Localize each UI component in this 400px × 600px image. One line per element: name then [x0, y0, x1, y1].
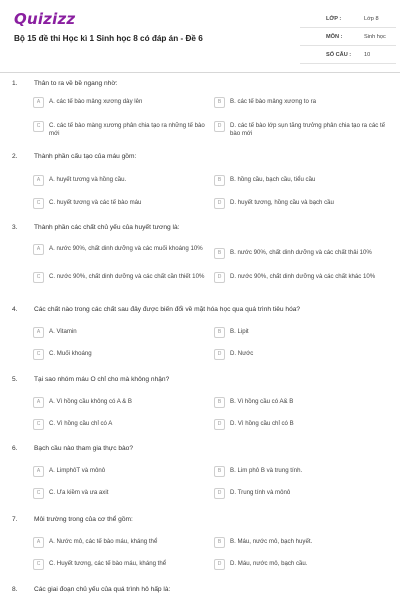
option-text: B. Lipit [230, 328, 249, 335]
option-letter-badge: D [214, 488, 225, 499]
option-text: C. nước 90%, chất dinh dưỡng và các chất cần thiết 10% [49, 273, 205, 280]
question-text: Thân to ra về bề ngang nhờ: [34, 80, 118, 87]
option-letter-badge: C [33, 349, 44, 360]
option-d[interactable] [214, 198, 392, 209]
option-letter-badge: C [33, 198, 44, 209]
option-letter-badge: C [33, 419, 44, 430]
option-text: D. các tế bào lớp sụn tăng trưởng phân chia tạo ra các tế bào mới [230, 122, 386, 137]
question-text: Bạch cầu nào tham gia thực bào? [34, 445, 133, 452]
question-number: 3. [12, 224, 18, 231]
option-letter-badge: A [33, 327, 44, 338]
option-text: D. Trung tính và mônô [230, 489, 291, 496]
option-b[interactable] [214, 466, 392, 477]
option-letter-badge: D [214, 349, 225, 360]
option-b[interactable] [214, 175, 392, 186]
option-b[interactable] [214, 327, 392, 338]
option-d[interactable] [214, 121, 392, 137]
question-number: 4. [12, 306, 18, 313]
worksheet-header [0, 0, 400, 72]
question-text: Môi trường trong của cơ thể gồm: [34, 516, 133, 523]
option-letter-badge: D [214, 272, 225, 283]
option-b[interactable] [214, 97, 392, 108]
document-title: Bộ 15 đề thi Học kì 1 Sinh học 8 có đáp án - Đề 6 [14, 34, 203, 43]
option-c[interactable] [33, 272, 211, 283]
meta-value: Lớp 8 [364, 15, 379, 22]
option-text: C. các tế bào màng xương phân chia tạo ra những tế bào mới [49, 122, 205, 137]
option-letter-badge: D [214, 559, 225, 570]
option-c[interactable] [33, 488, 211, 499]
quizizz-logo: Quizizz [14, 10, 76, 28]
meta-label: SỐ CÂU : [326, 51, 352, 58]
option-a[interactable] [33, 327, 211, 338]
option-a[interactable] [33, 466, 211, 477]
option-text: A. Vitamin [49, 328, 77, 335]
option-letter-badge: C [33, 559, 44, 570]
option-letter-badge: A [33, 244, 44, 255]
question-text: Các chất nào trong các chất sau đây được biến đổi về mặt hóa học qua quá trình tiêu hóa? [34, 306, 301, 313]
option-letter-badge: A [33, 537, 44, 548]
question-text: Thành phần các chất chủ yếu của huyết tương là: [34, 224, 180, 231]
meta-row-grade [300, 10, 396, 28]
option-a[interactable] [33, 97, 211, 108]
header-divider [0, 72, 400, 73]
option-c[interactable] [33, 419, 211, 430]
question-text: Thành phần cấu tạo của máu gồm: [34, 153, 137, 160]
meta-value: Sinh học [364, 33, 386, 40]
option-letter-badge: B [214, 466, 225, 477]
option-b[interactable] [214, 537, 392, 548]
option-c[interactable] [33, 559, 211, 570]
option-text: D. Máu, nước mô, bạch cầu. [230, 560, 308, 567]
question-number: 7. [12, 516, 18, 523]
option-letter-badge: D [214, 121, 225, 132]
option-letter-badge: B [214, 397, 225, 408]
option-c[interactable] [33, 121, 211, 137]
option-text: B. hồng cầu, bạch cầu, tiểu cầu [230, 176, 316, 183]
option-text: C. Muối khoáng [49, 350, 92, 357]
option-text: A. các tế bào mảng xương dày lên [49, 98, 143, 105]
option-letter-badge: A [33, 97, 44, 108]
question-number: 6. [12, 445, 18, 452]
option-letter-badge: B [214, 537, 225, 548]
option-text: B. các tế bào mảng xương to ra [230, 98, 316, 105]
option-d[interactable] [214, 272, 392, 283]
option-d[interactable] [214, 349, 392, 360]
option-a[interactable] [33, 175, 211, 186]
option-letter-badge: D [214, 198, 225, 209]
question-number: 5. [12, 376, 18, 383]
option-letter-badge: B [214, 175, 225, 186]
option-a[interactable] [33, 244, 211, 255]
option-letter-badge: A [33, 466, 44, 477]
option-text: A. LimphôT và mônô [49, 467, 106, 474]
option-d[interactable] [214, 488, 392, 499]
option-text: A. huyết tương và hồng cầu. [49, 176, 127, 183]
option-text: B. Máu, nước mô, bạch huyết. [230, 538, 313, 545]
option-text: B. Vì hồng cầu có A& B [230, 398, 294, 405]
meta-row-count [300, 46, 396, 64]
option-letter-badge: B [214, 248, 225, 259]
option-text: D. nước 90%, chất dinh dưỡng và các chất khác 10% [230, 273, 376, 280]
question-number: 8. [12, 586, 18, 593]
option-text: C. huyết tương và các tế bào máu [49, 199, 142, 206]
option-letter-badge: A [33, 175, 44, 186]
question-number: 2. [12, 153, 18, 160]
option-d[interactable] [214, 559, 392, 570]
meta-row-subject [300, 28, 396, 46]
option-text: D. huyết tương, hồng cầu và bạch cầu [230, 199, 334, 206]
meta-info-table [300, 10, 396, 64]
option-letter-badge: B [214, 97, 225, 108]
question-text: Tại sao nhóm máu O chỉ cho mà không nhận? [34, 376, 170, 383]
option-text: C. Ưa kiềm và ưa axit [49, 489, 109, 496]
option-a[interactable] [33, 397, 211, 408]
option-letter-badge: D [214, 419, 225, 430]
meta-label: MÔN : [326, 33, 343, 40]
question-number: 1. [12, 80, 18, 87]
option-text: A. nước 90%, chất dinh dưỡng và các muối khoáng 10% [49, 245, 203, 252]
option-b[interactable] [214, 248, 392, 259]
option-text: A. Vì hồng cầu không có A & B [49, 398, 132, 405]
option-c[interactable] [33, 349, 211, 360]
option-c[interactable] [33, 198, 211, 209]
option-text: B. nước 90%, chất dinh dưỡng và các chất thải 10% [230, 249, 372, 256]
option-text: C. Huyết tương, các tế bào máu, kháng thể [49, 560, 167, 567]
option-letter-badge: C [33, 272, 44, 283]
option-text: A. Nước mô, các tế bào máu, kháng thể [49, 538, 158, 545]
option-text: D. Vì hồng cầu chỉ có B [230, 420, 294, 427]
option-letter-badge: C [33, 488, 44, 499]
option-letter-badge: B [214, 327, 225, 338]
option-d[interactable] [214, 419, 392, 430]
option-letter-badge: A [33, 397, 44, 408]
option-text: C. Vì hồng cầu chỉ có A [49, 420, 113, 427]
option-b[interactable] [214, 397, 392, 408]
meta-label: LỚP : [326, 15, 342, 22]
meta-value: 10 [364, 51, 371, 58]
question-text: Các giai đoạn chủ yếu của quá trình hô hấp là: [34, 586, 171, 593]
option-a[interactable] [33, 537, 211, 548]
option-text: B. Lim phô B và trung tính. [230, 467, 303, 474]
option-letter-badge: C [33, 121, 44, 132]
option-text: D. Nước [230, 350, 254, 357]
